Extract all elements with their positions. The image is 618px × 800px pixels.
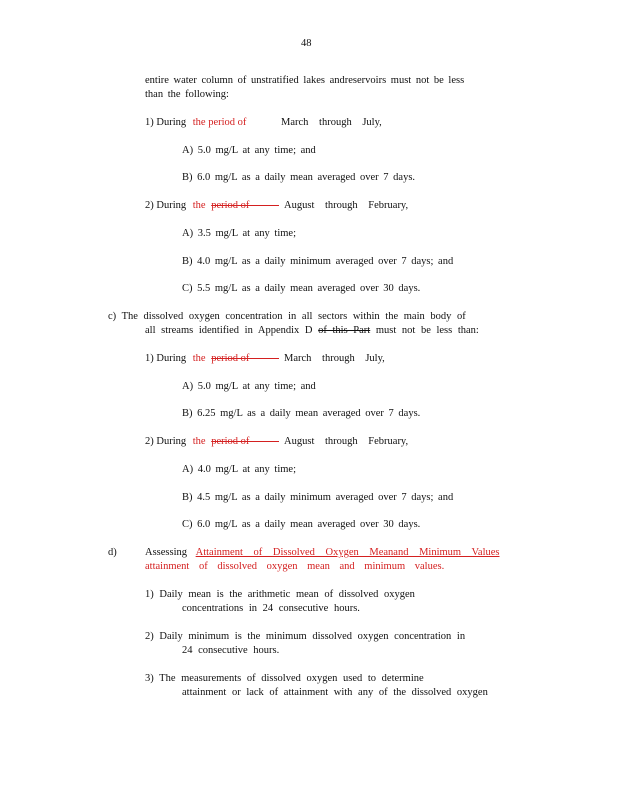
b1-months: March through July, (281, 117, 382, 128)
c2-months: August through February, (284, 436, 409, 447)
c-deleted-text: of this Part (318, 325, 371, 336)
intro-line-2: than the following: (145, 89, 229, 100)
intro-line-1: entire water column of unstratified lakes andreservoirs must not be less (145, 75, 465, 86)
c2-heading (145, 436, 408, 448)
b2-label: 2) During (145, 200, 187, 211)
c2-inserted-text: the (192, 436, 206, 447)
c1-item-a: A) 5.0 mg/L at any time; and (182, 381, 316, 392)
c2-deletion-mark (249, 441, 279, 442)
b1-heading (145, 117, 382, 129)
d-deleted-title: Attainment of Dissolved Oxygen Meanand Minimum Values (195, 547, 500, 558)
c1-inserted-text: the (192, 353, 206, 364)
c2-item-c: C) 6.0 mg/L as a daily mean averaged over 30 days. (182, 519, 421, 530)
b2-inserted-text: the (192, 200, 206, 211)
b2-deleted-text: period of (211, 200, 250, 211)
d2-line-2: 24 consecutive hours. (182, 645, 280, 656)
b2-deletion-mark (249, 205, 279, 206)
d3-line-1: 3) The measurements of dissolved oxygen used to determine (145, 673, 424, 684)
b2-item-a: A) 3.5 mg/L at any time; (182, 228, 297, 239)
c-line-2 (145, 325, 479, 337)
d-heading (145, 547, 500, 559)
b2-heading (145, 200, 408, 212)
c-line-1: c) The dissolved oxygen concentration in all sectors within the main body of (108, 311, 466, 322)
d1-line-1: 1) Daily mean is the arithmetic mean of dissolved oxygen (145, 589, 415, 600)
c1-deletion-mark (249, 358, 279, 359)
c1-item-b: B) 6.25 mg/L as a daily mean averaged over 7 days. (182, 408, 421, 419)
c2-label: 2) During (145, 436, 187, 447)
b1-item-a: A) 5.0 mg/L at any time; and (182, 145, 316, 156)
d1-line-2: concentrations in 24 consecutive hours. (182, 603, 360, 614)
c2-deleted-text: period of (211, 436, 250, 447)
b1-inserted-text: the period of (192, 117, 247, 128)
b2-item-b: B) 4.0 mg/L as a daily minimum averaged over 7 days; and (182, 256, 454, 267)
d3-line-2: attainment or lack of attainment with any of the dissolved oxygen (182, 687, 488, 698)
c1-months: March through July, (284, 353, 385, 364)
c1-label: 1) During (145, 353, 187, 364)
d2-line-1: 2) Daily minimum is the minimum dissolved oxygen concentration in (145, 631, 466, 642)
d-inserted-title: attainment of dissolved oxygen mean and minimum values. (145, 561, 445, 572)
c-line-2-start: all streams identified in Appendix D (145, 325, 313, 336)
b2-months: August through February, (284, 200, 409, 211)
d-word: Assessing (145, 547, 188, 558)
b1-label: 1) During (145, 117, 187, 128)
c-line-2-end: must not be less than: (375, 325, 479, 336)
d-label: d) (108, 547, 117, 558)
b2-item-c: C) 5.5 mg/L as a daily mean averaged over 30 days. (182, 283, 421, 294)
b1-item-b: B) 6.0 mg/L as a daily mean averaged over 7 days. (182, 172, 416, 183)
c2-item-b: B) 4.5 mg/L as a daily minimum averaged over 7 days; and (182, 492, 454, 503)
c1-heading (145, 353, 385, 365)
c2-item-a: A) 4.0 mg/L at any time; (182, 464, 297, 475)
c1-deleted-text: period of (211, 353, 250, 364)
page-number: 48 (301, 38, 312, 49)
